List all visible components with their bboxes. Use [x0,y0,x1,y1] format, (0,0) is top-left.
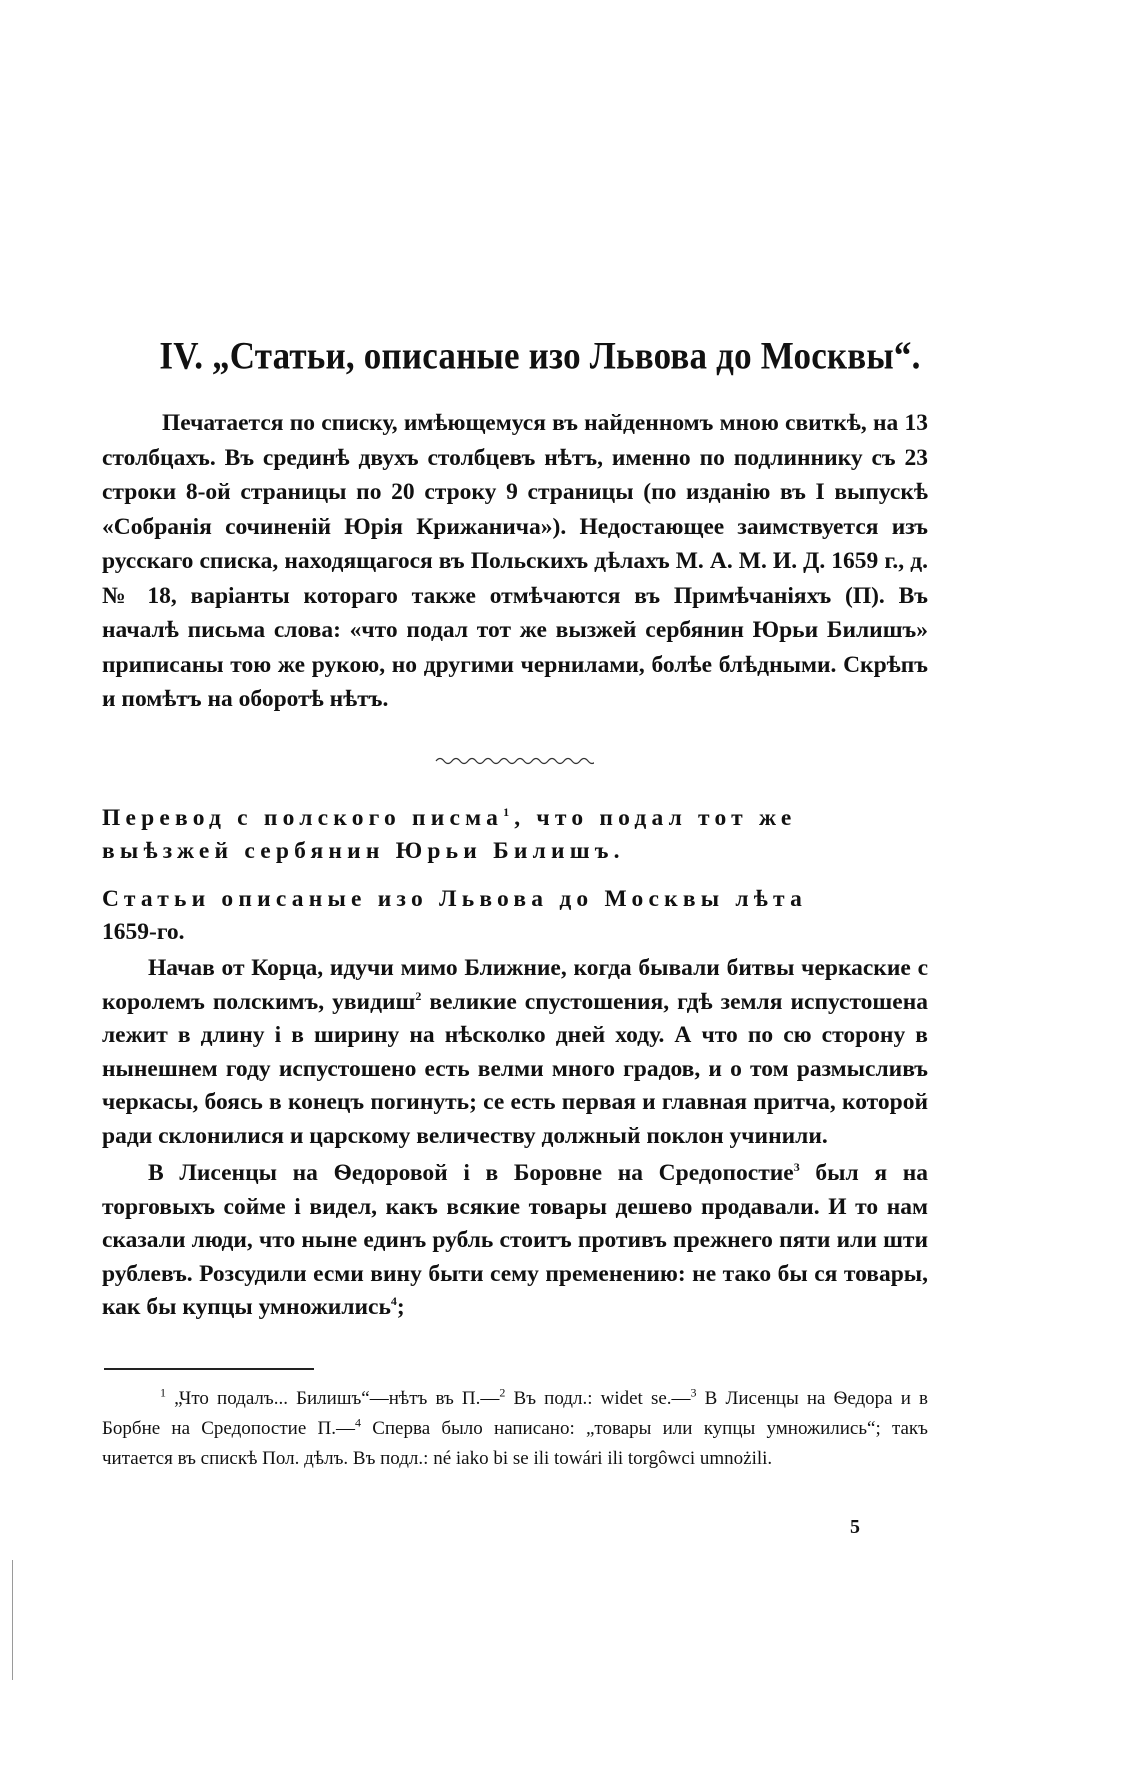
footnote-1: „Что подалъ... Билишъ“—нѣтъ въ П.— [166,1388,500,1409]
body-paragraph-2 [102,1157,928,1325]
document-heading [102,802,928,868]
footnote-marker-3: 3 [690,1385,697,1400]
footnote-text [102,1384,928,1474]
footnotes [102,1384,928,1474]
footnote-4: Сперва было написано: „товары или купцы умножились“; такъ читается въ спискѣ Пол. дѣлъ. Въ подл.: né iako bi se ili towári ili torgôwci umnożili. [102,1418,928,1469]
footnote-ref-3: 3 [793,1160,800,1175]
subheading-year: 1659-го. [102,919,185,945]
para2-text-start: В Лисенцы на Ѳедоровой і в Боровне на Средопостие [148,1160,794,1186]
body-paragraph-1 [102,952,928,1153]
para1-text-start: Начав от Корца, идучи мимо Ближние, когда бывали битвы черкаские с королемъ полскимъ, увидиш [102,955,928,1015]
document-subheading [102,883,928,949]
page-number: 5 [850,1516,860,1538]
footnote-rule [104,1368,314,1370]
footnote-3: В Лисенцы на Ѳедора и в Борбне на Средопостие П.— [102,1388,929,1439]
intro-paragraph: Печатается по списку, имѣющемуся въ найденномъ мною свиткѣ, на 13 столбцахъ. Въ срединѣ двухъ столбцевъ нѣтъ, именно по подлиннику съ 23 строки 8-ой страницы по 20 строку 9 страницы (по изданію въ I выпускѣ «Собранія сочиненій Юрія Крижанича»). Недостающее заимствуется изъ русскаго списка, находящагося въ Польскихъ дѣлахъ М. А. М. И. Д. 1659 г., д. № 18, варіанты котораго также отмѣчаются въ Примѣчаніяхъ (П). Въ началѣ письма слова: «что подал тот же вызжей сербянин Юрьи Билишъ» приписаны тою же рукою, но другими чернилами, болѣе блѣдными. Скрѣпъ и помѣтъ на оборотѣ нѣтъ. [102,410,928,712]
footnote-2: Въ подл.: widet se.— [505,1388,691,1409]
footnote-ref-4: 4 [390,1294,397,1309]
wavy-separator-ornament [434,754,594,766]
footnote-marker-4: 4 [354,1415,361,1430]
para2-text-end: ; [396,1294,405,1320]
subheading-text: Статьи описаные изо Львова до Москвы лѣта [102,886,808,912]
footnote-marker-1: 1 [160,1385,166,1400]
footnote-marker-2: 2 [499,1385,506,1400]
para1-text-end: великие спустошения, гдѣ земля испустошена лежит в длину і в ширину на нѣсколко дней ходу. А что по сю сторону в нынешнем году испустошено есть велми много градов, и о том размысливъ черкасы, боясь в конецъ погинуть; се есть первая и главная притча, которой ради склонилися и царскому величеству должный поклон учинили. [102,988,928,1149]
heading-text-start: Перевод с полского писма [102,805,504,831]
scan-edge-line [12,1560,13,1680]
document-body [102,952,928,1329]
heading-text-end: , что подал тот же выѣзжей сербянин Юрьи Билишъ. [102,805,797,864]
para2-text-middle: был я на торговыхъ сойме і видел, какъ всякие товары дешево продавали. И то нам сказали люди, что ныне единъ рубль стоитъ противъ прежнего пяти или шти рублевъ. Розсудили есми вину быти сему пременению: не тако бы ся товары, как бы купцы умножились [102,1160,928,1320]
footnote-ref-2: 2 [415,988,422,1003]
section-title: IV. „Статьи, описаные изо Львова до Москвы“. [159,333,921,378]
footnote-ref-1: 1 [503,805,515,820]
editorial-introduction [102,406,928,717]
